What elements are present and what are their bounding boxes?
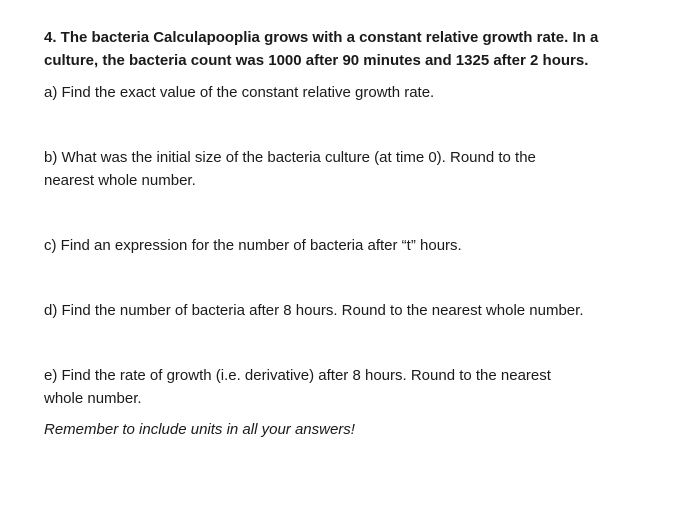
question-part-a — [44, 81, 644, 104]
part-b-line-1: b) What was the initial size of the bacteria culture (at time 0). Round to the — [44, 149, 536, 166]
part-e-line-2: whole number. — [44, 390, 142, 407]
part-c-line-1: c) Find an expression for the number of bacteria after “t” hours. — [44, 237, 462, 254]
question-part-d — [44, 299, 644, 322]
problem-line-1: 4. The bacteria Calculapooplia grows with a constant relative growth rate. In a — [44, 29, 599, 46]
worksheet-document — [44, 26, 644, 441]
part-b-line-2: nearest whole number. — [44, 172, 196, 189]
question-part-c — [44, 234, 644, 257]
part-d-line-1: d) Find the number of bacteria after 8 hours. Round to the nearest whole number. — [44, 302, 584, 319]
question-part-e — [44, 364, 644, 410]
part-a-line-1: a) Find the exact value of the constant relative growth rate. — [44, 84, 435, 101]
problem-line-2: culture, the bacteria count was 1000 after 90 minutes and 1325 after 2 hours. — [44, 52, 589, 69]
problem-statement — [44, 26, 644, 72]
question-part-b — [44, 146, 644, 192]
part-e-line-1: e) Find the rate of growth (i.e. derivative) after 8 hours. Round to the nearest — [44, 367, 551, 384]
units-reminder: Remember to include units in all your answers! — [44, 421, 355, 438]
